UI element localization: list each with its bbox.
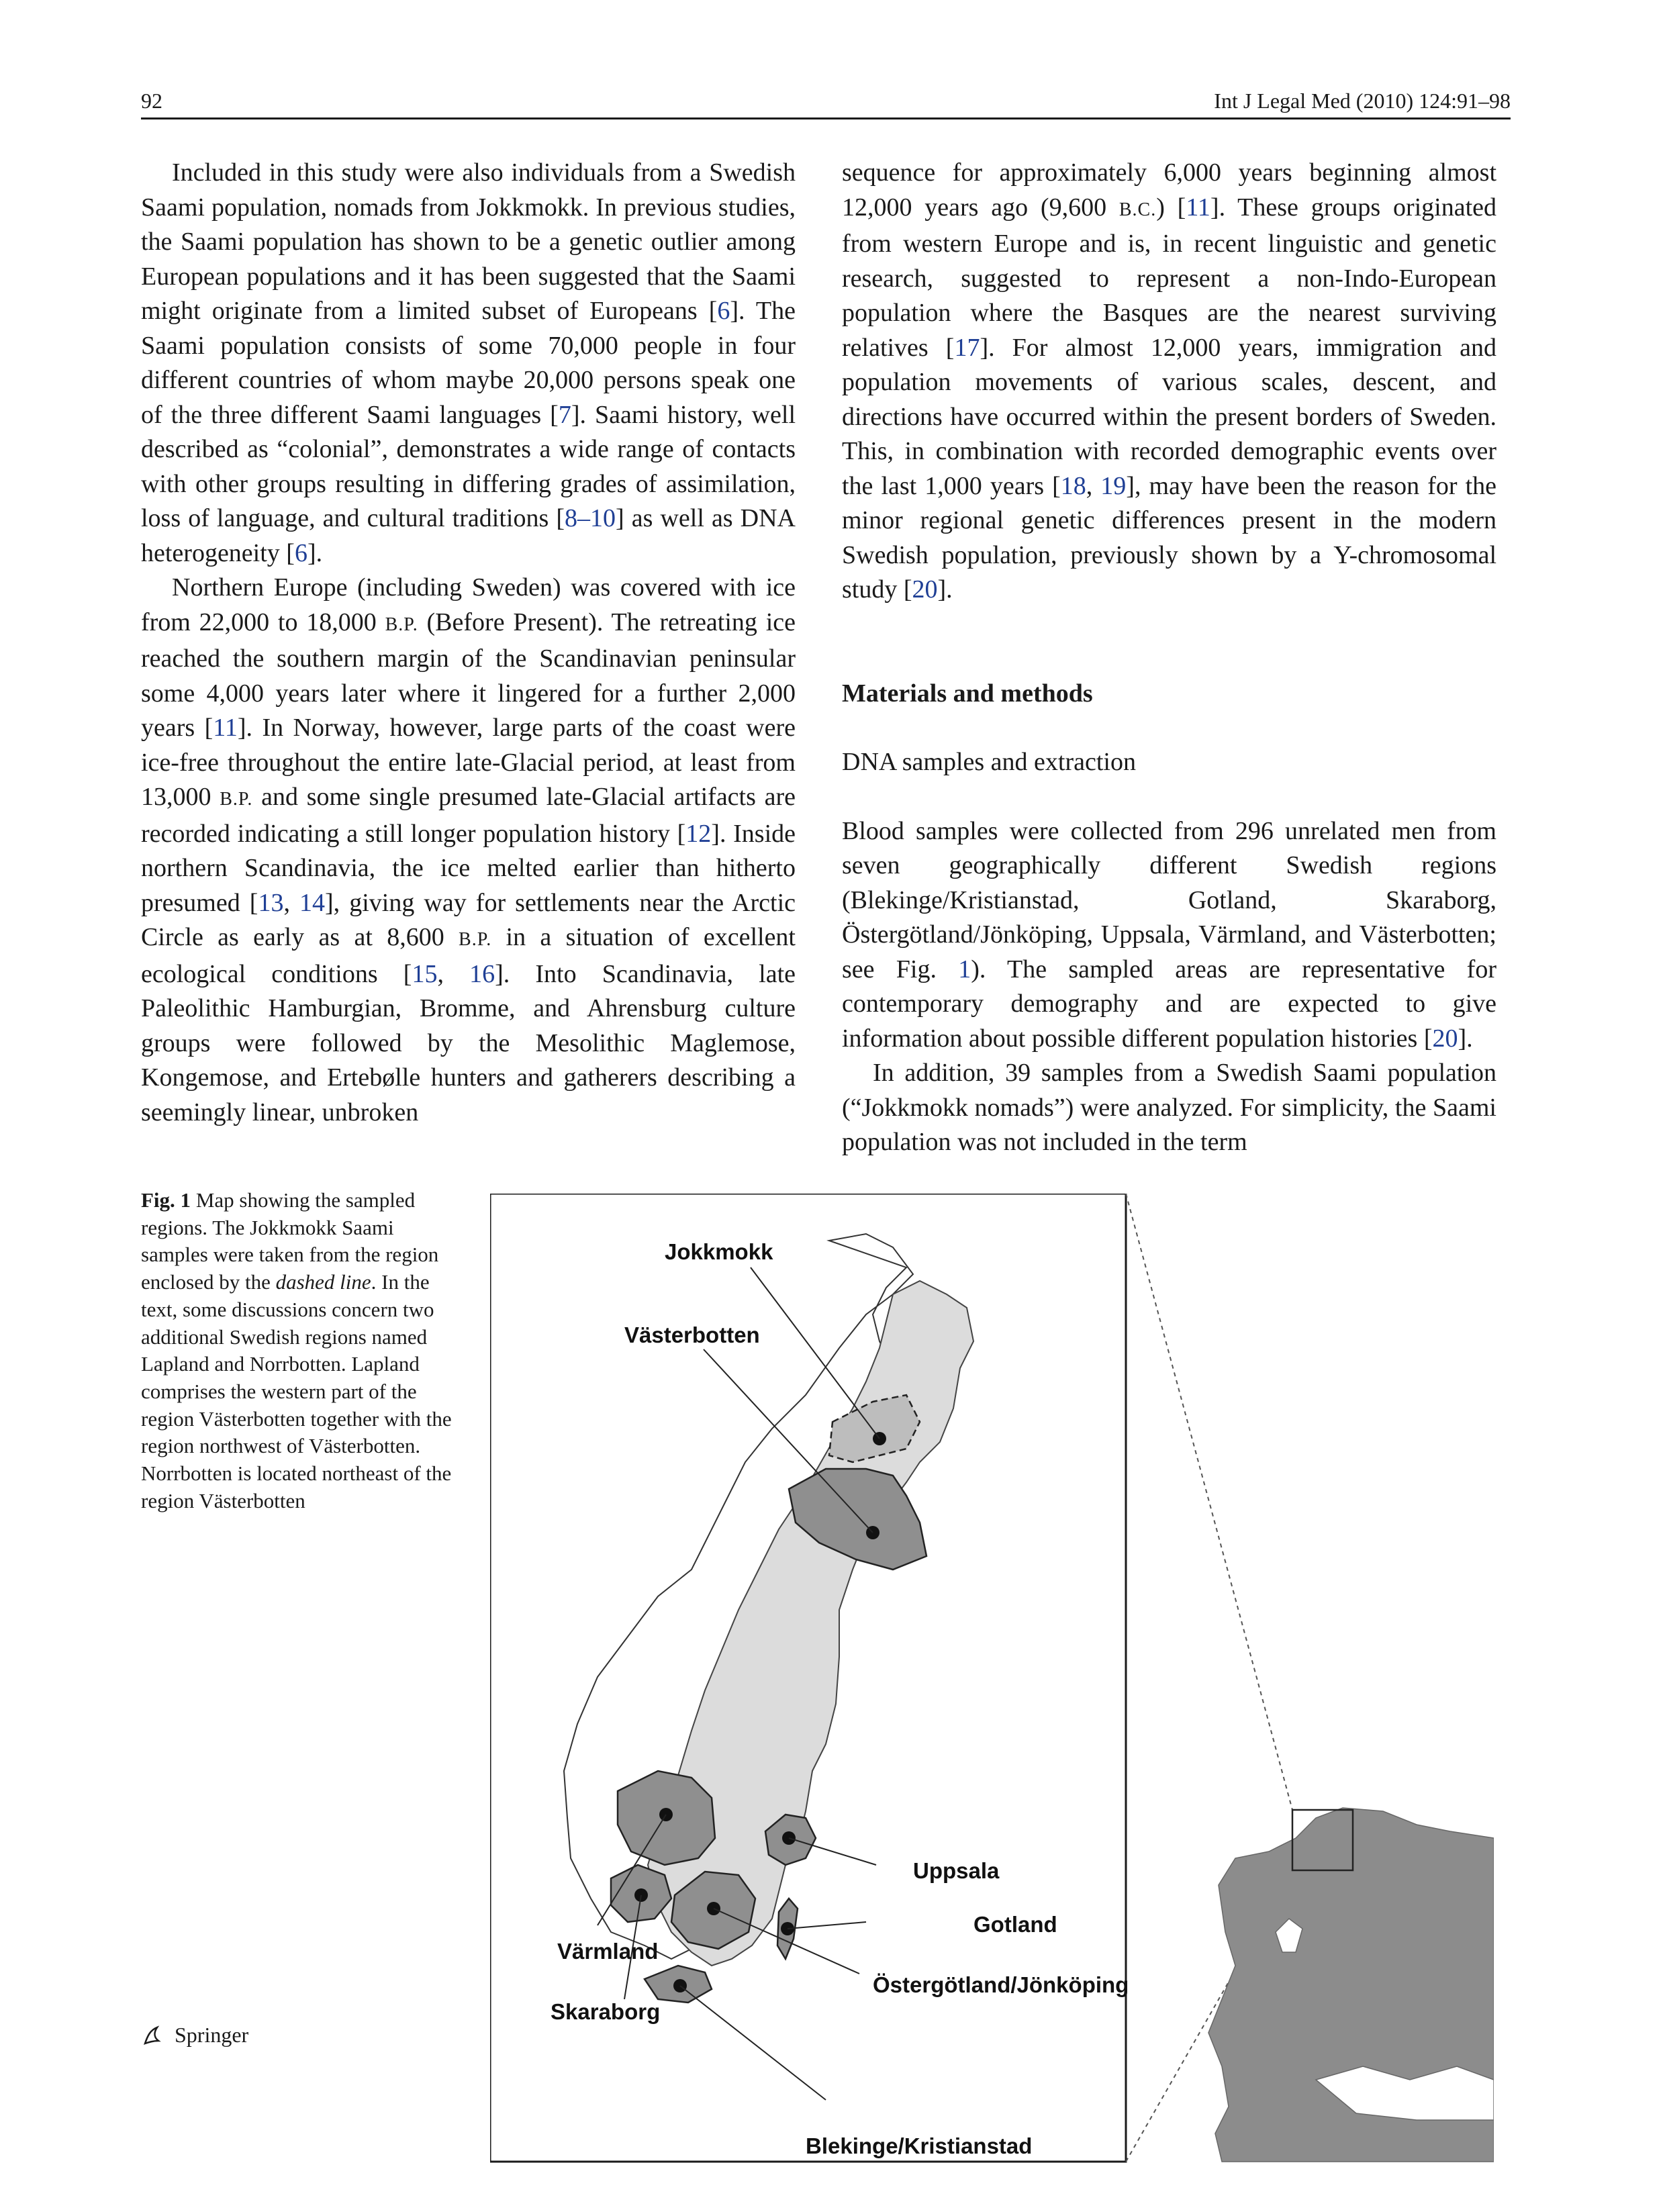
right-column [842, 156, 1496, 1160]
figure-label: Fig. 1 [141, 1188, 191, 1212]
label-skaraborg: Skaraborg [551, 1999, 661, 2024]
citation-link[interactable]: 20 [1432, 1024, 1458, 1053]
journal-citation: Int J Legal Med (2010) 124:91–98 [1214, 89, 1511, 113]
label-varmland: Värmland [557, 1939, 659, 1964]
header-rule [141, 117, 1511, 119]
paragraph-saami-samples: In addition, 39 samples from a Swedish Saami population (“Jokkmokk nomads”) were analyzed. For simplicity, the Saami population was not included in the term [842, 1059, 1496, 1156]
paragraph-sequence-continued: sequence for approximately 6,000 years beginning almost 12,000 years ago (9,600 B.C.) [11]. These groups originated from western Europe and is, in recent linguistic and genetic research, suggested to represent a non-Indo-European population where the Basques are the nearest surviving relatives [17]. For almost 12,000 years, immigration and population movements of various scales, descent, and directions have occurred within the present borders of Sweden. This, in combination with recorded demographic events over the last 1,000 years [18, 19], may have been the reason for the minor regional genetic differences present in the modern Swedish population, previously shown by a Y-chromosomal study [20]. [842, 158, 1497, 604]
subsection-heading: DNA samples and extraction [842, 748, 1136, 776]
citation-link[interactable]: 6 [717, 297, 730, 325]
citation-link[interactable]: 13 [258, 888, 284, 917]
citation-link[interactable]: 6 [294, 538, 307, 567]
europe-inset [1208, 1808, 1494, 2162]
citation-link[interactable]: 8–10 [565, 504, 616, 532]
paragraph-northern-europe: Northern Europe (including Sweden) was covered with ice from 22,000 to 18,000 B.P. (Before Present). The retreating ice reached the southern margin of the Scandinavian peninsular some 4,000 years later where it lingered for a further 2,000 years [11]. In Norway, however, large parts of the coast were ice-free throughout the entire late-Glacial period, at least from 13,000 B.P. and some single presumed late-Glacial artifacts are recorded indicating a still longer population history [12]. Inside northern Scandinavia, the ice melted earlier than hitherto presumed [13, 14], giving way for settlements near the Arctic Circle as early as at 8,600 B.P. in a situation of excellent ecological conditions [15, 16]. Into Scandinavia, late Paleolithic Hamburgian, Bromme, and Ahrensburg culture groups were followed by the Mesolithic Maglemose, Kongemose, and Ertebølle hunters and gatherers describing a seemingly linear, unbroken [141, 573, 796, 1126]
citation-link[interactable]: 14 [299, 888, 326, 917]
citation-link[interactable]: 16 [469, 959, 495, 988]
label-ostergotland: Östergötland/Jönköping [873, 1972, 1129, 1997]
label-blekinge: Blekinge/Kristianstad [806, 2133, 1033, 2158]
figure-map [490, 1194, 1494, 2167]
section-heading: Materials and methods [842, 679, 1093, 708]
citation-link[interactable]: 18 [1060, 471, 1086, 500]
citation-link[interactable]: 17 [954, 333, 980, 362]
citation-link[interactable]: 15 [412, 959, 438, 988]
publisher-footer [141, 2021, 248, 2054]
citation-link[interactable]: 12 [685, 819, 712, 848]
label-vasterbotten: Västerbotten [624, 1323, 760, 1347]
page-number: 92 [141, 89, 162, 113]
publisher-name: Springer [175, 2023, 249, 2048]
figure-caption: Fig. 1 Map showing the sampled regions. The Jokkmokk Saami samples were taken from the region enclosed by the dashed line. In the text, some discussions concern two additional Swedish regions named Lapland and Norrbotten. Lapland comprises the western part of the region Västerbotten together with the region northwest of Västerbotten. Norrbotten is located northeast of the region Västerbotten [141, 1188, 452, 1512]
citation-link[interactable]: 19 [1100, 471, 1127, 500]
label-jokkmokk: Jokkmokk [665, 1239, 773, 1264]
citation-link[interactable]: 7 [558, 400, 571, 429]
paragraph-blood-samples: Blood samples were collected from 296 unrelated men from seven geographically different Swedish regions (Blekinge/Kristianstad, Gotland, Skaraborg, Östergötland/Jönköping, Uppsala, Värmland, and Västerbotten; see Fig. 1). The sampled areas are representative for contemporary demography and are expected to give information about possible different population histories [20]. [842, 816, 1496, 1053]
citation-link[interactable]: 20 [912, 575, 938, 604]
left-column [141, 156, 796, 1130]
running-header [141, 85, 1511, 119]
label-uppsala: Uppsala [913, 1858, 1000, 1883]
springer-logo-icon [141, 2023, 165, 2048]
citation-link[interactable]: 11 [213, 714, 238, 742]
label-gotland: Gotland [973, 1912, 1057, 1937]
figure-link[interactable]: 1 [958, 955, 971, 983]
citation-link[interactable]: 11 [1186, 193, 1210, 222]
paragraph-saami-population: Included in this study were also individuals from a Swedish Saami population, nomads from Jokkmokk. In previous studies, the Saami population has shown to be a genetic outlier among European populations and it has been suggested that the Saami might originate from a limited subset of Europeans [6]. The Saami population consists of some 70,000 people in four different countries of whom maybe 20,000 persons speak one of the three different Saami languages [7]. Saami history, well described as “colonial”, demonstrates a wide range of contacts with other groups resulting in differing grades of assimilation, loss of language, and cultural traditions [8–10] as well as DNA heterogeneity [6]. [141, 158, 796, 567]
sweden-map-svg [490, 1194, 1494, 2167]
